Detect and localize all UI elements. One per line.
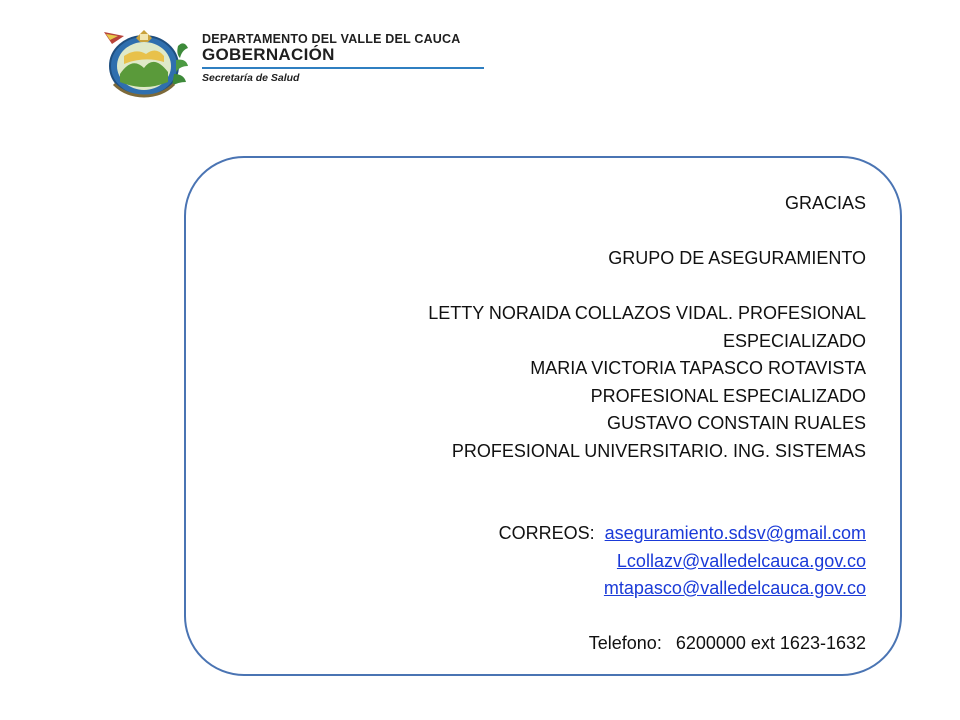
emails-row (230, 520, 866, 548)
coat-of-arms-icon (96, 26, 192, 102)
header-rule (202, 67, 484, 69)
team-line: LETTY NORAIDA COLLAZOS VIDAL. PROFESIONAL (428, 303, 866, 323)
contact-card-content (230, 190, 866, 658)
phone-value: 6200000 ext 1623-1632 (675, 633, 866, 653)
email-link-lcollazv[interactable]: Lcollazv@valledelcauca.gov.co (616, 550, 866, 571)
organization-name (202, 32, 488, 84)
phone-label: Telefono: (588, 633, 662, 653)
team-line: MARIA VICTORIA TAPASCO ROTAVISTA (530, 358, 866, 378)
team-line: PROFESIONAL ESPECIALIZADO (590, 385, 866, 406)
team-line: ESPECIALIZADO (722, 330, 866, 351)
phone-row (230, 630, 866, 658)
emails-row (230, 575, 866, 603)
team-line: PROFESIONAL UNIVERSITARIO. ING. SISTEMAS (451, 440, 866, 461)
group-name: GRUPO DE ASEGURAMIENTO (608, 248, 866, 268)
emails-label: CORREOS: (498, 523, 595, 543)
government-title: GOBERNACIÓN (202, 45, 335, 64)
email-link-aseguramiento[interactable]: aseguramiento.sdsv@gmail.com (604, 523, 866, 543)
department-name: DEPARTAMENTO DEL VALLE DEL CAUCA (202, 32, 461, 46)
header-logo (96, 22, 488, 102)
emails-row (230, 548, 866, 576)
team-line: GUSTAVO CONSTAIN RUALES (606, 413, 866, 433)
email-link-mtapasco[interactable]: mtapasco@valledelcauca.gov.co (603, 578, 866, 598)
thanks-heading: GRACIAS (784, 193, 866, 213)
secretariat-name: Secretaría de Salud (202, 72, 300, 84)
